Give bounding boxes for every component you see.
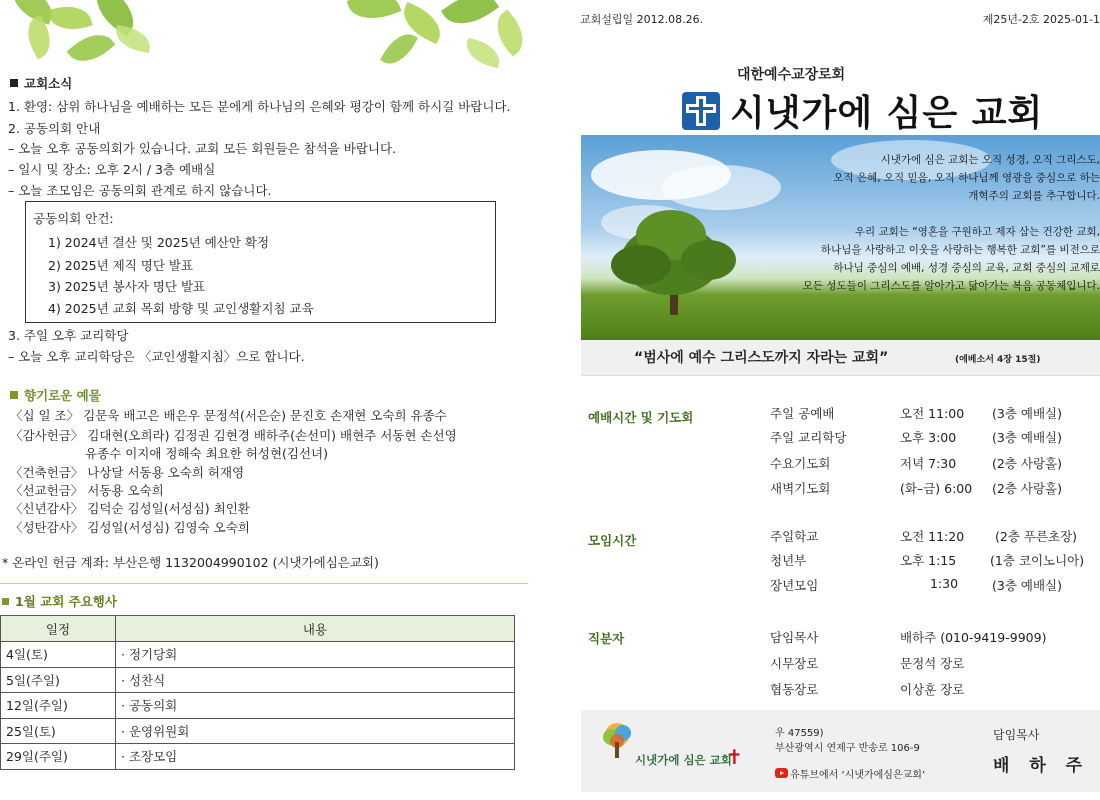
column-header-date: 일정	[1, 616, 116, 642]
youtube-icon	[775, 768, 788, 778]
table-header-row	[1, 616, 515, 642]
agenda-item: 2) 2025년 제직 명단 발표	[48, 258, 194, 273]
service-place: (2층 사랑홀)	[992, 481, 1062, 496]
offering-header: 향기로운 예물	[10, 386, 101, 404]
agenda-title: 공동의회 안건:	[33, 211, 114, 226]
meeting-header: 모임시간	[588, 533, 637, 548]
service-name: 새벽기도회	[770, 481, 831, 496]
motto-reference: (에베소서 4장 15절)	[955, 355, 1041, 365]
footer-logo-text: 시냇가에 심은 교회	[635, 753, 732, 767]
staff-role: 담임목사	[770, 630, 819, 645]
column-header-content: 내용	[116, 616, 515, 642]
vision-line: 하나님 중심의 예배, 성경 중심의 교육, 교회 중심의 교제로	[833, 262, 1100, 274]
agenda-item: 1) 2024년 결산 및 2025년 예산안 확정	[48, 235, 270, 250]
agenda-item: 4) 2025년 교회 목회 방향 및 교인생활지침 교육	[48, 301, 314, 316]
denomination: 대한예수교장로회	[737, 67, 846, 83]
tree-logo-icon	[600, 722, 634, 760]
offering-line: 〈건축헌금〉 나상달 서동용 오숙희 허재영	[10, 465, 245, 480]
meeting-name: 청년부	[770, 553, 807, 568]
schedule-date: 29일(주일)	[1, 744, 116, 770]
table-row	[1, 667, 515, 693]
red-cross-icon: ✝	[726, 745, 743, 769]
zip-code: 우 47559)	[775, 728, 824, 739]
staff-header: 직분자	[588, 631, 625, 646]
staff-role: 협동장로	[770, 682, 819, 697]
schedule-table	[0, 615, 515, 770]
meeting-time: 오후 1:15	[900, 553, 957, 568]
vision-line: 모든 성도들이 그리스도를 알아가고 닮아가는 복음 공동체입니다.	[802, 280, 1100, 292]
pastor-name: 배 하 주	[993, 756, 1090, 776]
schedule-date: 12일(주일)	[1, 693, 116, 719]
founded-date: 교회설립일 2012.08.26.	[580, 13, 704, 26]
pastor-label: 담임목사	[993, 728, 1040, 742]
table-row	[1, 744, 515, 770]
news-line: 3. 주일 오후 교리학당	[8, 328, 129, 343]
staff-name: 이상훈 장로	[900, 682, 965, 697]
news-line: – 오늘 오후 교리학당은 〈교인생활지침〉으로 합니다.	[8, 349, 305, 364]
square-bullet-icon	[10, 79, 18, 87]
service-time: 저녁 7:30	[900, 456, 957, 471]
square-bullet-icon	[2, 598, 9, 605]
offering-line: 〈십 일 조〉 김문욱 배고은 배은우 문정석(서은순) 문진호 손재현 오숙희 유종수	[10, 408, 447, 423]
divider	[0, 583, 528, 584]
schedule-event: · 성찬식	[116, 667, 515, 693]
news-header: 교회소식	[10, 74, 72, 92]
service-place: (2층 사랑홀)	[992, 456, 1062, 471]
leaf-decoration-left	[0, 0, 170, 80]
service-time: 오후 3:00	[900, 430, 957, 445]
news-line: 1. 환영: 삼위 하나님을 예배하는 모든 분에게 하나님의 은혜와 평강이 함께 하시길 바랍니다.	[8, 99, 511, 114]
service-name: 수요기도회	[770, 456, 831, 471]
service-place: (3층 예배실)	[992, 430, 1062, 445]
vision-line: 우리 교회는 “영혼을 구원하고 제자 삼는 건강한 교회,	[854, 226, 1100, 238]
news-line: – 오늘 조모임은 공동의회 관계로 하지 않습니다.	[8, 183, 272, 198]
vision-line: 하나님을 사랑하고 이웃을 사랑하는 행복한 교회”를 비전으로	[820, 244, 1100, 256]
left-page	[0, 0, 540, 800]
agenda-item: 3) 2025년 봉사자 명단 발표	[48, 279, 206, 294]
news-line: – 일시 및 장소: 오후 2시 / 3층 예배실	[8, 162, 216, 177]
schedule-date: 4일(토)	[1, 642, 116, 668]
schedule-event: · 운영위원회	[116, 718, 515, 744]
table-row	[1, 642, 515, 668]
offering-line: 〈신년감사〉 김덕순 김성일(서성심) 최인환	[10, 501, 250, 516]
service-name: 주일 공예배	[770, 406, 835, 421]
offering-line: 〈선교헌금〉 서동용 오숙희	[10, 483, 164, 498]
schedule-event: · 공동의회	[116, 693, 515, 719]
news-line: – 오늘 오후 공동의회가 있습니다. 교회 모든 회원들은 참석을 바랍니다.	[8, 141, 397, 156]
offering-line: 〈감사헌금〉 김대현(오희라) 김정권 김현경 배하주(손선미) 배현주 서동현 손선영	[10, 428, 457, 443]
meeting-name: 주일학교	[770, 529, 819, 544]
church-motto: “범사에 예수 그리스도까지 자라는 교회”	[634, 350, 889, 366]
schedule-event: · 조장모임	[116, 744, 515, 770]
service-place: (3층 예배실)	[992, 406, 1062, 421]
leaf-decoration-right	[330, 0, 540, 80]
church-name: 시냇가에 심은 교회	[730, 93, 1044, 134]
vision-line: 시냇가에 심은 교회는 오직 성경, 오직 그리스도,	[880, 154, 1100, 166]
offering-line: 유종수 이지애 정해숙 최요한 허성현(김선녀)	[85, 446, 328, 461]
issue-number: 제25년-2호 2025-01-1	[982, 13, 1100, 26]
meeting-time: 1:30	[930, 576, 959, 591]
meeting-place: (3층 예배실)	[992, 578, 1062, 593]
schedule-date: 5일(주일)	[1, 667, 116, 693]
address: 부산광역시 연제구 반송로 106-9	[775, 743, 920, 754]
youtube-text: 유튜브에서 ‘시냇가에심은교회’	[790, 770, 926, 781]
staff-name: 문정석 장로	[900, 656, 965, 671]
staff-role: 시무장로	[770, 656, 819, 671]
schedule-header: 1월 교회 주요행사	[2, 592, 117, 610]
vision-line: 오직 은혜, 오직 믿음, 오직 하나님께 영광을 중심으로 하는	[833, 172, 1100, 184]
worship-header: 예배시간 및 기도회	[588, 410, 694, 425]
online-account: * 온라인 헌금 계좌: 부산은행 1132004990102 (시냇가에심은교회)	[2, 555, 379, 570]
meeting-name: 장년모임	[770, 578, 819, 593]
square-bullet-icon	[10, 391, 18, 399]
schedule-date: 25일(토)	[1, 718, 116, 744]
service-time: 오전 11:00	[900, 406, 965, 421]
vision-line: 개혁주의 교회를 추구합니다.	[968, 190, 1100, 202]
service-time: (화–금) 6:00	[900, 481, 973, 496]
church-cross-logo-icon	[680, 90, 722, 132]
meeting-place: (1층 코이노니아)	[990, 553, 1085, 568]
offering-line: 〈성탄감사〉 김성일(서성심) 김영숙 오숙희	[10, 520, 250, 535]
meeting-place: (2층 푸른초장)	[995, 529, 1078, 544]
service-name: 주일 교리학당	[770, 430, 847, 445]
table-row	[1, 718, 515, 744]
news-line: 2. 공동의회 안내	[8, 121, 101, 136]
schedule-event: · 정기당회	[116, 642, 515, 668]
table-row	[1, 693, 515, 719]
meeting-time: 오전 11:20	[900, 529, 965, 544]
right-page	[570, 0, 1100, 800]
staff-name: 배하주 (010-9419-9909)	[900, 630, 1047, 645]
